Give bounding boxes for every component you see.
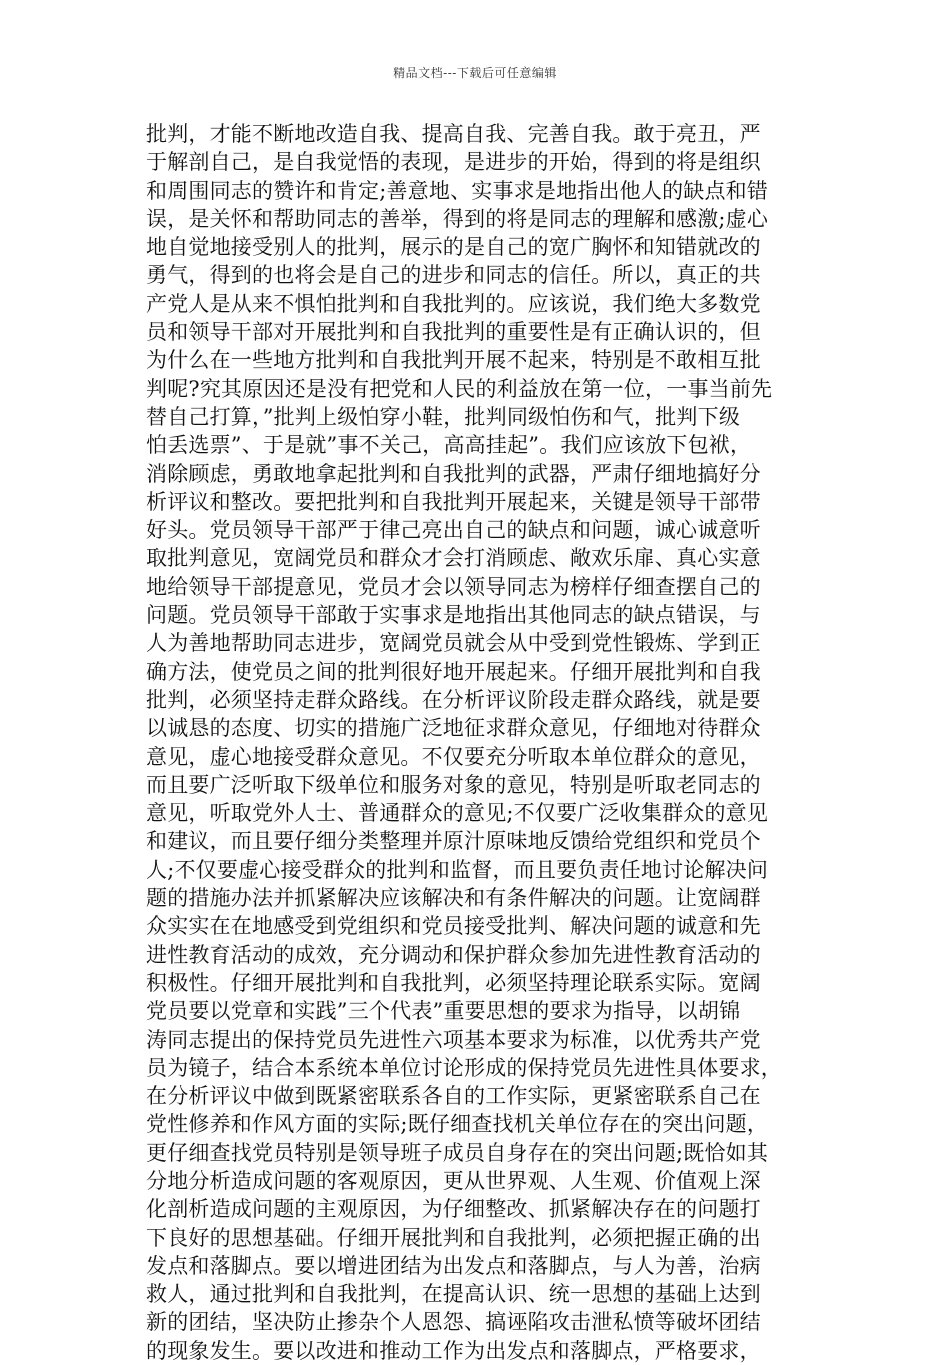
text-line: 进性教育活动的成效，充分调动和保护群众参加先进性教育活动的 bbox=[146, 942, 761, 967]
text-line: 党性修养和作风方面的实际;既仔细查找机关单位存在的突出问题， bbox=[146, 1112, 769, 1137]
text-line: 以诚恳的态度、切实的措施广泛地征求群众意见，仔细地对待群众 bbox=[146, 716, 761, 741]
text-line: 新的团结，坚决防止掺杂个人恩怨、搞诬陷攻击泄私愤等破坏团结 bbox=[146, 1310, 761, 1335]
text-line: 替自己打算，”批判上级怕穿小鞋，批判同级怕伤和气，批判下级 bbox=[146, 404, 741, 429]
page-header: 精品文档---下载后可任意编辑 bbox=[393, 66, 557, 80]
text-line: 下良好的思想基础。仔细开展批判和自我批判，必须把握正确的出 bbox=[146, 1225, 761, 1250]
text-line: 和周围同志的赞许和肯定;善意地、实事求是地指出他人的缺点和错 bbox=[146, 178, 769, 203]
text-line: 救人，通过批判和自我批判，在提高认识、统一思想的基础上达到 bbox=[146, 1282, 761, 1307]
text-line: 题的措施办法并抓紧解决应该解决和有条件解决的问题。让宽阔群 bbox=[146, 886, 761, 911]
text-line: 产党人是从来不惧怕批判和自我批判的。应该说，我们绝大多数党 bbox=[146, 291, 761, 316]
text-line: 员和领导干部对开展批判和自我批判的重要性是有正确认识的，但 bbox=[146, 320, 761, 345]
text-line: 更仔细查找党员特别是领导班子成员自身存在的突出问题;既恰如其 bbox=[146, 1140, 769, 1165]
text-line: 勇气，得到的也将会是自己的进步和同志的信任。所以，真正的共 bbox=[146, 263, 761, 288]
text-line: 好头。党员领导干部严于律己亮出自己的缺点和问题，诚心诚意听 bbox=[146, 518, 761, 543]
text-line: 取批判意见，宽阔党员和群众才会打消顾虑、敞欢乐扉、真心实意 bbox=[146, 546, 761, 571]
text-line: 误，是关怀和帮助同志的善举，得到的将是同志的理解和感激;虚心 bbox=[146, 206, 769, 231]
text-line: 判呢?究其原因还是没有把党和人民的利益放在第一位，一事当前先 bbox=[146, 376, 773, 401]
text-line: 人;不仅要虚心接受群众的批判和监督，而且要负责任地讨论解决问 bbox=[146, 857, 769, 882]
text-line: 问题。党员领导干部敢于实事求是地指出其他同志的缺点错误，与 bbox=[146, 603, 761, 628]
text-line: 和建议，而且要仔细分类整理并原汁原味地反馈给党组织和党员个 bbox=[146, 829, 761, 854]
text-line: 批判，才能不断地改造自我、提高自我、完善自我。敢于亮丑，严 bbox=[146, 122, 761, 146]
text-line: 在分析评议中做到既紧密联系各自的工作实际，更紧密联系自己在 bbox=[146, 1084, 761, 1109]
text-line: 涛同志提出的保持党员先进性六项基本要求为标准，以优秀共产党 bbox=[146, 1027, 761, 1052]
text-line: 地给领导干部提意见，党员才会以领导同志为榜样仔细查摆自己的 bbox=[146, 574, 761, 599]
text-line: 于解剖自己，是自我觉悟的表现，是进步的开始，得到的将是组织 bbox=[146, 150, 761, 175]
text-line: 发点和落脚点。要以增进团结为出发点和落脚点，与人为善，治病 bbox=[146, 1253, 761, 1278]
text-line: 意见，听取党外人士、普通群众的意见;不仅要广泛收集群众的意见 bbox=[146, 801, 769, 826]
text-line: 的现象发生。要以改进和推动工作为出发点和落脚点，严格要求， bbox=[146, 1338, 761, 1363]
text-line: 怕丢选票”、于是就”事不关己，高高挂起”。我们应该放下包袱， bbox=[146, 433, 752, 458]
text-line: 化剖析造成问题的主观原因，为仔细整改、抓紧解决存在的问题打 bbox=[146, 1197, 761, 1222]
text-line: 而且要广泛听取下级单位和服务对象的意见，特别是听取老同志的 bbox=[146, 772, 761, 797]
text-line: 确方法，使党员之间的批判很好地开展起来。仔细开展批判和自我 bbox=[146, 659, 761, 684]
text-line: 分地分析造成问题的客观原因，更从世界观、人生观、价值观上深 bbox=[146, 1168, 761, 1193]
text-line: 地自觉地接受别人的批判，展示的是自己的宽广胸怀和知错就改的 bbox=[146, 235, 761, 260]
text-line: 人为善地帮助同志进步，宽阔党员就会从中受到党性锻炼、学到正 bbox=[146, 631, 761, 656]
text-line: 党员要以党章和实践”三个代表”重要思想的要求为指导，以胡锦 bbox=[146, 999, 741, 1024]
text-line: 众实实在在地感受到党组织和党员接受批判、解决问题的诚意和先 bbox=[146, 914, 761, 939]
text-line: 消除顾虑，勇敢地拿起批判和自我批判的武器，严肃仔细地搞好分 bbox=[146, 461, 761, 486]
text-line: 批判，必须坚持走群众路线。在分析评议阶段走群众路线，就是要 bbox=[146, 687, 761, 712]
text-line: 为什么在一些地方批判和自我批判开展不起来，特别是不敢相互批 bbox=[146, 348, 761, 373]
document-body bbox=[146, 120, 814, 1365]
text-line: 意见，虚心地接受群众意见。不仅要充分听取本单位群众的意见， bbox=[146, 744, 761, 769]
text-line: 析评议和整改。要把批判和自我批判开展起来，关键是领导干部带 bbox=[146, 489, 761, 514]
text-line: 员为镜子，结合本系统本单位讨论形成的保持党员先进性具体要求， bbox=[146, 1055, 782, 1080]
text-line: 积极性。仔细开展批判和自我批判，必须坚持理论联系实际。宽阔 bbox=[146, 970, 761, 995]
